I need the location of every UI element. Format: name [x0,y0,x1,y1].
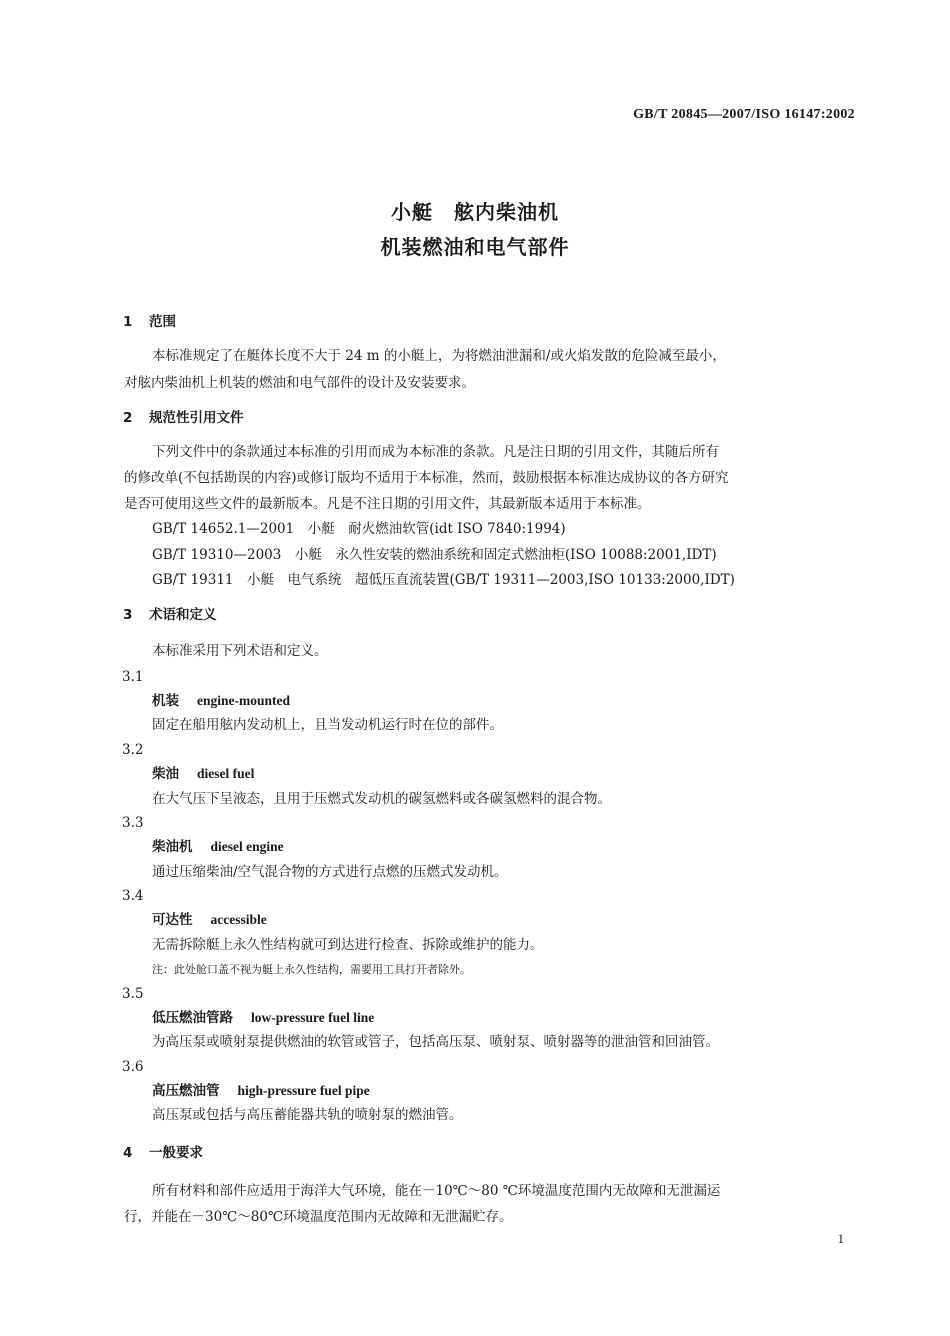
term-chinese: 柴油 [152,766,179,782]
paragraph-line: 本标准采用下列术语和定义。 [152,643,328,659]
section-number: 2 [123,410,133,426]
section-number: 4 [123,1145,133,1161]
term-definition: 固定在船用舷内发动机上，且当发动机运行时在位的部件。 [152,717,503,733]
term-number: 3.6 [122,1059,144,1075]
term-definition: 无需拆除艇上永久性结构就可到达进行检查、拆除或维护的能力。 [152,937,544,953]
term-heading [152,765,950,783]
title-line-2: 机装燃油和电气部件 [380,235,570,259]
term-english: high-pressure fuel pipe [237,1083,370,1098]
paragraph-line: 行，并能在－30℃～80℃环境温度范围内无故障和无泄漏贮存。 [124,1209,513,1225]
paragraph-line: 所有材料和部件应适用于海洋大气环境，能在－10℃～80 ℃环境温度范围内无故障和无泄漏运 [152,1183,721,1199]
section-title: 术语和定义 [149,607,217,623]
term-heading [152,1009,950,1027]
term-definition: 为高压泵或喷射泵提供燃油的软管或管子，包括高压泵、喷射泵、喷射器等的泄油管和回油管。 [152,1034,719,1050]
paragraph-line: 的修改单(不包括勘误的内容)或修订版均不适用于本标准，然而，鼓励根据本标准达成协议的各方研究 [124,470,729,486]
term-chinese: 可达性 [152,912,193,928]
term-heading [152,692,950,710]
section-title: 规范性引用文件 [149,410,244,426]
term-definition: 通过压缩柴油/空气混合物的方式进行点燃的压燃式发动机。 [152,864,508,880]
term-chinese: 柴油机 [152,839,193,855]
term-english: diesel fuel [197,766,255,781]
section-title: 范围 [149,314,176,330]
term-number: 3.2 [122,742,144,758]
term-definition: 高压泵或包括与高压蓄能器共轨的喷射泵的燃油管。 [152,1107,463,1123]
reference-item: GB/T 19310—2003 小艇 永久性安装的燃油系统和固定式燃油柜(ISO 10088:2001,IDT) [152,547,717,563]
term-chinese: 高压燃油管 [152,1083,220,1099]
term-number: 3.1 [122,669,144,685]
reference-item: GB/T 14652.1—2001 小艇 耐火燃油软管(idt ISO 7840:1994) [152,521,566,537]
term-heading [152,838,950,856]
term-chinese: 低压燃油管路 [152,1010,233,1026]
term-number: 3.5 [122,986,144,1002]
term-heading [152,911,950,929]
reference-item: GB/T 19311 小艇 电气系统 超低压直流装置(GB/T 19311—2003,ISO 10133:2000,IDT) [152,572,735,588]
document-id: GB/T 20845—2007/ISO 16147:2002 [633,107,855,122]
term-english: diesel engine [210,839,284,854]
term-heading [152,1082,950,1100]
section-title: 一般要求 [149,1145,203,1161]
term-english: accessible [210,912,267,927]
term-chinese: 机装 [152,693,179,709]
paragraph-line: 本标准规定了在艇体长度不大于 24 m 的小艇上，为将燃油泄漏和/或火焰发散的危险减至最小， [152,348,726,364]
paragraph-line: 下列文件中的条款通过本标准的引用而成为本标准的条款。凡是注日期的引用文件，其随后所有 [152,444,719,460]
section-number: 3 [123,607,133,623]
term-english: low-pressure fuel line [251,1010,375,1025]
paragraph-line: 是否可使用这些文件的最新版本。凡是不注日期的引用文件，其最新版本适用于本标准。 [124,496,651,512]
term-note: 注：此处舱口盖不视为艇上永久性结构，需要用工具打开者除外。 [152,963,471,976]
term-number: 3.4 [122,888,144,904]
paragraph-line: 对舷内柴油机上机装的燃油和电气部件的设计及安装要求。 [124,375,475,391]
section-number: 1 [123,314,133,330]
title-line-1: 小艇 舷内柴油机 [391,200,559,224]
page-number: 1 [837,1231,844,1246]
term-english: engine-mounted [197,693,291,708]
term-definition: 在大气压下呈液态，且用于压燃式发动机的碳氢燃料或各碳氢燃料的混合物。 [152,791,611,807]
term-number: 3.3 [122,815,144,831]
